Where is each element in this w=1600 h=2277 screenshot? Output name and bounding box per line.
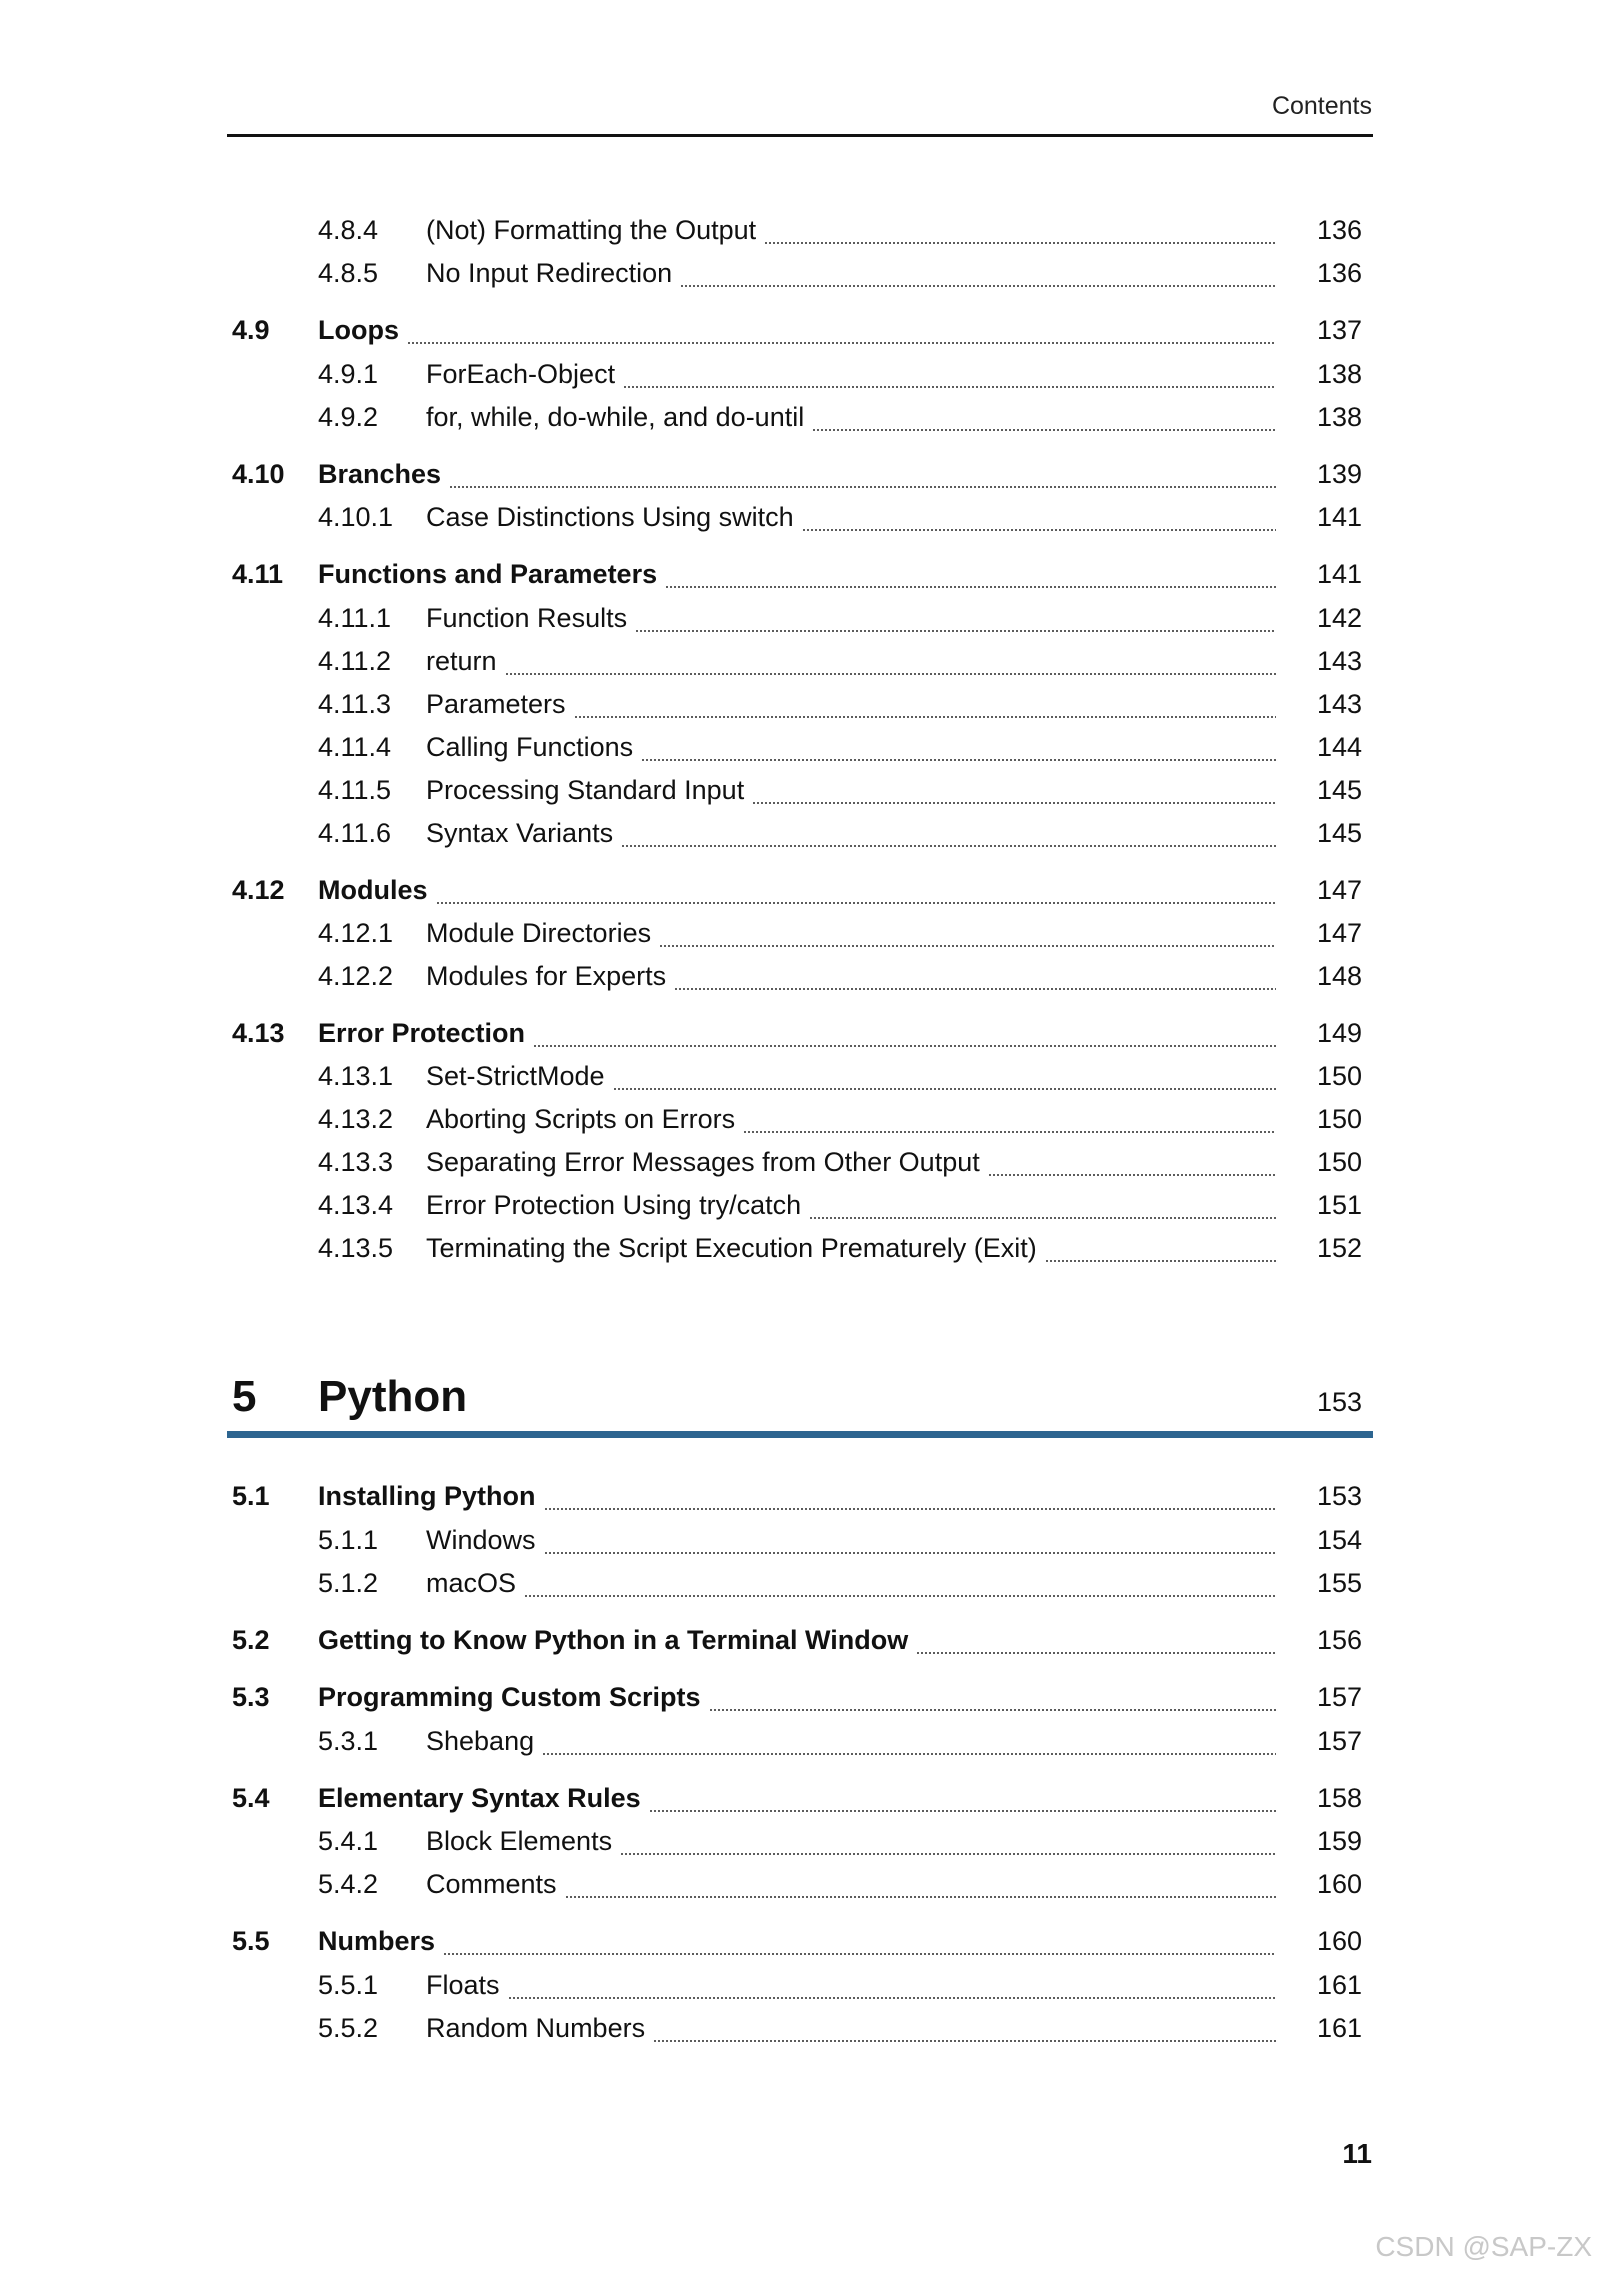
toc-entry-title: Error Protection — [318, 1018, 526, 1048]
toc-entry-page: 152 — [1316, 1233, 1362, 1263]
toc-section-entry[interactable] — [232, 1783, 1362, 1821]
toc-entry-title: Case Distinctions Using switch — [426, 502, 794, 532]
toc-dot-leader — [623, 386, 1276, 388]
toc-entry-page: 150 — [1316, 1147, 1362, 1177]
toc-entry-page: 150 — [1316, 1061, 1362, 1091]
toc-dot-leader — [505, 673, 1276, 675]
toc-subsection-entry[interactable] — [232, 961, 1362, 999]
toc-dot-leader — [988, 1174, 1276, 1176]
toc-entry-number: 4.12 — [232, 875, 285, 905]
toc-subsection-entry[interactable] — [232, 603, 1362, 641]
watermark: CSDN @SAP-ZX — [1375, 2231, 1592, 2262]
toc-entry-number: 5.5.1 — [318, 1970, 379, 2000]
toc-subsection-entry[interactable] — [232, 1726, 1362, 1764]
toc-subsection-entry[interactable] — [232, 1061, 1362, 1099]
toc-dot-leader — [743, 1131, 1276, 1133]
running-header: Contents — [1271, 92, 1372, 120]
chapter-heading[interactable] — [232, 1372, 1362, 1428]
toc-dot-leader — [709, 1709, 1276, 1711]
toc-dot-leader — [613, 1088, 1276, 1090]
toc-subsection-entry[interactable] — [232, 818, 1362, 856]
toc-entry-page: 143 — [1316, 646, 1362, 676]
toc-subsection-entry[interactable] — [232, 775, 1362, 813]
toc-entry-page: 148 — [1316, 961, 1362, 991]
toc-entry-number: 5.5 — [232, 1926, 270, 1956]
toc-dot-leader — [674, 988, 1276, 990]
toc-entry-title: Processing Standard Input — [426, 775, 745, 805]
toc-entry-number: 4.13.2 — [318, 1104, 394, 1134]
toc-entry-page: 150 — [1316, 1104, 1362, 1134]
toc-section-entry[interactable] — [232, 1926, 1362, 1964]
toc-dot-leader — [443, 1953, 1276, 1955]
toc-entry-page: 158 — [1316, 1783, 1362, 1813]
toc-entry-title: Loops — [318, 315, 399, 345]
toc-entry-page: 136 — [1316, 258, 1362, 288]
toc-entry-title: Numbers — [318, 1926, 436, 1956]
toc-entry-title: Comments — [426, 1869, 557, 1899]
toc-dot-leader — [752, 802, 1276, 804]
toc-entry-page: 155 — [1316, 1568, 1362, 1598]
toc-entry-page: 160 — [1316, 1926, 1362, 1956]
toc-entry-page: 136 — [1316, 215, 1362, 245]
toc-dot-leader — [620, 1853, 1276, 1855]
toc-subsection-entry[interactable] — [232, 215, 1362, 253]
toc-entry-page: 147 — [1316, 875, 1362, 905]
toc-entry-number: 4.9.1 — [318, 359, 379, 389]
toc-entry-page: 149 — [1316, 1018, 1362, 1048]
chapter-rule — [227, 1431, 1373, 1438]
toc-entry-number: 4.13.5 — [318, 1233, 394, 1263]
toc-entry-number: 5.1 — [232, 1481, 270, 1511]
toc-entry-title: Windows — [426, 1525, 536, 1555]
toc-dot-leader — [533, 1045, 1276, 1047]
toc-subsection-entry[interactable] — [232, 1233, 1362, 1271]
toc-entry-number: 4.11.4 — [318, 732, 392, 762]
toc-entry-title: Shebang — [426, 1726, 535, 1756]
chapter-title: Python — [318, 1372, 468, 1421]
toc-dot-leader — [809, 1217, 1276, 1219]
toc-subsection-entry[interactable] — [232, 732, 1362, 770]
toc-entry-number: 5.2 — [232, 1625, 270, 1655]
toc-dot-leader — [659, 945, 1276, 947]
toc-entry-title: ForEach-Object — [426, 359, 616, 389]
toc-dot-leader — [621, 845, 1276, 847]
toc-dot-leader — [653, 2040, 1276, 2042]
toc-dot-leader — [665, 586, 1276, 588]
toc-dot-leader — [680, 285, 1276, 287]
toc-dot-leader — [635, 630, 1276, 632]
toc-section-entry[interactable] — [232, 559, 1362, 597]
toc-entry-page: 159 — [1316, 1826, 1362, 1856]
toc-dot-leader — [802, 529, 1276, 531]
chapter-number: 5 — [232, 1372, 257, 1421]
toc-subsection-entry[interactable] — [232, 1525, 1362, 1563]
toc-entry-page: 147 — [1316, 918, 1362, 948]
toc-entry-page: 154 — [1316, 1525, 1362, 1555]
toc-entry-number: 4.11.5 — [318, 775, 392, 805]
toc-entry-page: 138 — [1316, 402, 1362, 432]
toc-entry-title: Syntax Variants — [426, 818, 614, 848]
toc-entry-page: 142 — [1316, 603, 1362, 633]
toc-entry-page: 156 — [1316, 1625, 1362, 1655]
toc-entry-title: Parameters — [426, 689, 566, 719]
toc-subsection-entry[interactable] — [232, 502, 1362, 540]
toc-entry-title: Branches — [318, 459, 442, 489]
toc-section-entry[interactable] — [232, 875, 1362, 913]
toc-entry-number: 4.11.2 — [318, 646, 392, 676]
toc-dot-leader — [565, 1896, 1276, 1898]
toc-entry-page: 151 — [1316, 1190, 1362, 1220]
toc-section-entry[interactable] — [232, 1682, 1362, 1720]
toc-dot-leader — [649, 1810, 1276, 1812]
toc-entry-page: 141 — [1316, 559, 1362, 589]
toc-entry-number: 5.4 — [232, 1783, 270, 1813]
toc-section-entry[interactable] — [232, 1625, 1362, 1663]
toc-entry-title: Aborting Scripts on Errors — [426, 1104, 736, 1134]
toc-entry-title: Getting to Know Python in a Terminal Window — [318, 1625, 909, 1655]
toc-entry-title: Installing Python — [318, 1481, 536, 1511]
toc-entry-page: 157 — [1316, 1726, 1362, 1756]
toc-entry-title: Block Elements — [426, 1826, 613, 1856]
toc-subsection-entry[interactable] — [232, 1147, 1362, 1185]
toc-entry-number: 5.4.1 — [318, 1826, 379, 1856]
toc-entry-title: Elementary Syntax Rules — [318, 1783, 641, 1813]
toc-entry-title: Error Protection Using try/catch — [426, 1190, 802, 1220]
toc-dot-leader — [544, 1508, 1276, 1510]
toc-entry-title: Random Numbers — [426, 2013, 646, 2043]
chapter-page: 153 — [1316, 1387, 1362, 1417]
toc-entry-title: Modules — [318, 875, 428, 905]
toc-entry-number: 4.13 — [232, 1018, 285, 1048]
toc-entry-number: 5.1.1 — [318, 1525, 379, 1555]
toc-entry-number: 4.12.1 — [318, 918, 394, 948]
toc-entry-title: Programming Custom Scripts — [318, 1682, 701, 1712]
toc-entry-number: 4.8.5 — [318, 258, 379, 288]
toc-subsection-entry[interactable] — [232, 2013, 1362, 2051]
toc-entry-page: 157 — [1316, 1682, 1362, 1712]
toc-dot-leader — [542, 1753, 1276, 1755]
toc-entry-title: (Not) Formatting the Output — [426, 215, 757, 245]
toc-entry-number: 4.13.4 — [318, 1190, 394, 1220]
toc-entry-page: 161 — [1316, 2013, 1362, 2043]
toc-entry-number: 4.13.1 — [318, 1061, 394, 1091]
toc-subsection-entry[interactable] — [232, 1970, 1362, 2008]
toc-entry-page: 137 — [1316, 315, 1362, 345]
toc-subsection-entry[interactable] — [232, 359, 1362, 397]
toc-dot-leader — [544, 1552, 1276, 1554]
toc-entry-page: 160 — [1316, 1869, 1362, 1899]
toc-dot-leader — [916, 1652, 1276, 1654]
toc-entry-number: 5.3.1 — [318, 1726, 379, 1756]
toc-entry-page: 139 — [1316, 459, 1362, 489]
toc-subsection-entry[interactable] — [232, 258, 1362, 296]
toc-entry-number: 5.4.2 — [318, 1869, 379, 1899]
toc-entry-number: 4.9 — [232, 315, 270, 345]
toc-entry-title: for, while, do-while, and do-until — [426, 402, 805, 432]
toc-entry-page: 145 — [1316, 818, 1362, 848]
toc-entry-title: Set-StrictMode — [426, 1061, 605, 1091]
toc-entry-number: 4.10 — [232, 459, 285, 489]
toc-entry-number: 4.11.6 — [318, 818, 392, 848]
toc-entry-title: Calling Functions — [426, 732, 634, 762]
toc-entry-page: 144 — [1316, 732, 1362, 762]
toc-subsection-entry[interactable] — [232, 646, 1362, 684]
toc-entry-page: 145 — [1316, 775, 1362, 805]
toc-subsection-entry[interactable] — [232, 402, 1362, 440]
toc-subsection-entry[interactable] — [232, 1190, 1362, 1228]
toc-entry-title: Functions and Parameters — [318, 559, 658, 589]
toc-entry-page: 141 — [1316, 502, 1362, 532]
toc-dot-leader — [812, 429, 1276, 431]
toc-dot-leader — [508, 1997, 1276, 1999]
toc-entry-title: macOS — [426, 1568, 517, 1598]
toc-entry-title: Modules for Experts — [426, 961, 667, 991]
toc-entry-title: Terminating the Script Execution Prematurely (Exit) — [426, 1233, 1037, 1263]
toc-entry-page: 161 — [1316, 1970, 1362, 2000]
toc-subsection-entry[interactable] — [232, 689, 1362, 727]
toc-entry-number: 4.9.2 — [318, 402, 379, 432]
toc-entry-number: 5.1.2 — [318, 1568, 379, 1598]
toc-entry-page: 153 — [1316, 1481, 1362, 1511]
toc-entry-number: 5.5.2 — [318, 2013, 379, 2043]
toc-subsection-entry[interactable] — [232, 918, 1362, 956]
toc-subsection-entry[interactable] — [232, 1568, 1362, 1606]
toc-entry-number: 5.3 — [232, 1682, 270, 1712]
toc-entry-title: return — [426, 646, 497, 676]
toc-entry-title: No Input Redirection — [426, 258, 673, 288]
toc-entry-number: 4.11.3 — [318, 689, 392, 719]
toc-entry-number: 4.11.1 — [318, 603, 392, 633]
toc-subsection-entry[interactable] — [232, 1104, 1362, 1142]
toc-entry-number: 4.12.2 — [318, 961, 394, 991]
header-rule — [227, 134, 1373, 137]
toc-subsection-entry[interactable] — [232, 1869, 1362, 1907]
toc-entry-title: Separating Error Messages from Other Output — [426, 1147, 980, 1177]
toc-entry-number: 4.13.3 — [318, 1147, 394, 1177]
toc-dot-leader — [641, 759, 1276, 761]
toc-entry-page: 143 — [1316, 689, 1362, 719]
toc-entry-page: 138 — [1316, 359, 1362, 389]
toc-entry-number: 4.11 — [232, 559, 284, 589]
toc-section-entry[interactable] — [232, 1018, 1362, 1056]
toc-entry-number: 4.8.4 — [318, 215, 379, 245]
toc-dot-leader — [574, 716, 1276, 718]
toc-section-entry[interactable] — [232, 459, 1362, 497]
page-number: 11 — [1342, 2138, 1372, 2169]
toc-entry-title: Module Directories — [426, 918, 652, 948]
toc-section-entry[interactable] — [232, 1481, 1362, 1519]
toc-dot-leader — [407, 342, 1276, 344]
toc-dot-leader — [1045, 1260, 1276, 1262]
toc-entry-title: Function Results — [426, 603, 628, 633]
toc-entry-number: 4.10.1 — [318, 502, 394, 532]
toc-dot-leader — [524, 1595, 1276, 1597]
toc-dot-leader — [764, 242, 1276, 244]
toc-dot-leader — [436, 902, 1276, 904]
toc-entry-title: Floats — [426, 1970, 500, 2000]
toc-section-entry[interactable] — [232, 315, 1362, 353]
toc-dot-leader — [449, 486, 1276, 488]
toc-subsection-entry[interactable] — [232, 1826, 1362, 1864]
